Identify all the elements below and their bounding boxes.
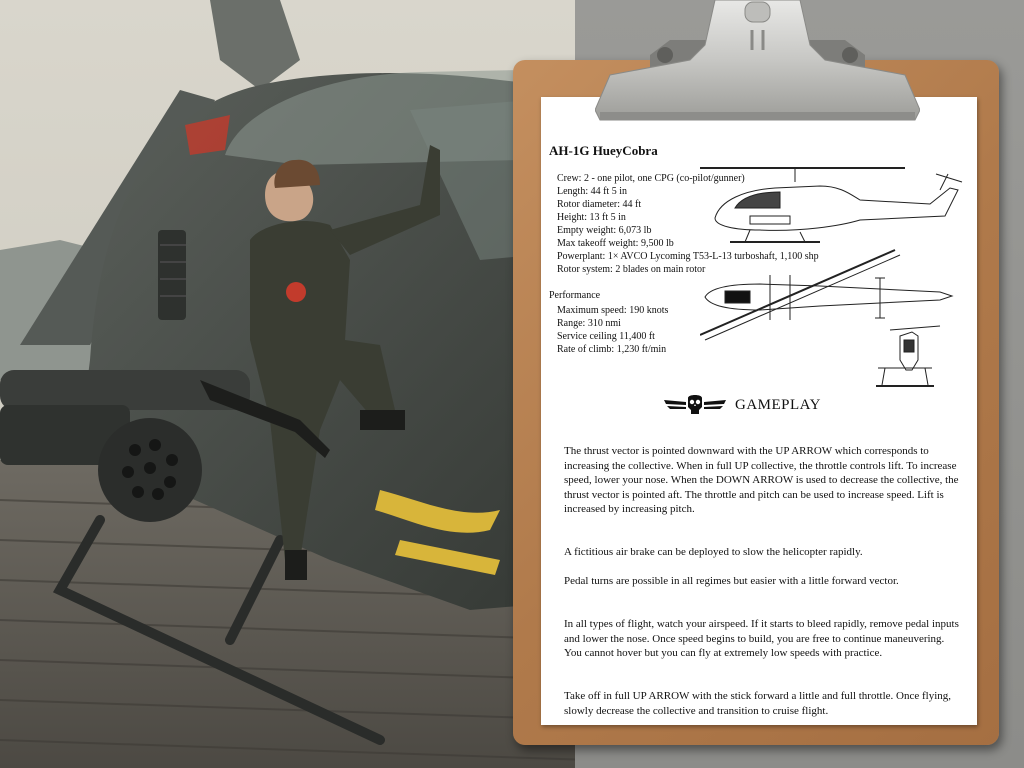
spec-length: Length: 44 ft 5 in [557, 186, 627, 197]
performance-heading: Performance [549, 290, 601, 301]
helicopter-line-drawings [700, 160, 970, 400]
perf-range: Range: 310 nmi [557, 318, 621, 329]
gameplay-paragraph-airspeed: In all types of flight, watch your airspeed. If it starts to bleed rapidly, remove pedal inputs and lower the nose. Once speed begins to build, you are free to continue maneuvering. You cannot hover but you can fly at extremely low speeds with practice. [564, 618, 959, 659]
gameplay-paragraph-pedal-turns: Pedal turns are possible in all regimes but easier with a little forward vector. [564, 575, 899, 587]
perf-max-speed: Maximum speed: 190 knots [557, 305, 669, 316]
perf-rate-of-climb: Rate of climb: 1,230 ft/min [557, 344, 667, 355]
winged-skull-icon [664, 394, 726, 416]
spec-rotor-system: Rotor system: 2 blades on main rotor [557, 264, 706, 275]
spec-crew: Crew: 2 - one pilot, one CPG (co-pilot/gunner) [557, 173, 745, 184]
gameplay-paragraph-air-brake: A fictitious air brake can be deployed to slow the helicopter rapidly. [564, 546, 863, 558]
spec-height: Height: 13 ft 5 in [557, 212, 626, 223]
spec-rotor-diameter: Rotor diameter: 44 ft [557, 199, 642, 210]
side-view-drawing [700, 168, 962, 242]
gameplay-paragraph-takeoff: Take off in full UP ARROW with the stick forward a little and full throttle. Once flying, slowly decrease the collective and transition to cruise flight. [564, 690, 952, 717]
gameplay-paragraph-thrust: The thrust vector is pointed downward with the UP ARROW which corresponds to increasing the collective. When in full UP collective, the throttle controls lift. To increase speed, lower your nose. When the DOWN ARROW is used to decrease the collective, the thrust vector is pointed aft. The throttle and pitch can be used to increase speed. Lift is increased by increasing pitch. [564, 445, 959, 515]
spec-empty-weight: Empty weight: 6,073 lb [557, 225, 652, 236]
perf-service-ceiling: Service ceiling 11,400 ft [557, 331, 655, 342]
spec-powerplant: Powerplant: 1× AVCO Lycoming T53-L-13 turboshaft, 1,100 shp [557, 251, 819, 262]
aircraft-title: AH-1G HueyCobra [549, 143, 658, 158]
spec-max-takeoff-weight: Max takeoff weight: 9,500 lb [557, 238, 674, 249]
clipboard-clip-icon [595, 0, 920, 122]
front-view-drawing [876, 326, 940, 386]
top-view-drawing [700, 250, 952, 340]
gameplay-heading: GAMEPLAY [735, 397, 821, 413]
